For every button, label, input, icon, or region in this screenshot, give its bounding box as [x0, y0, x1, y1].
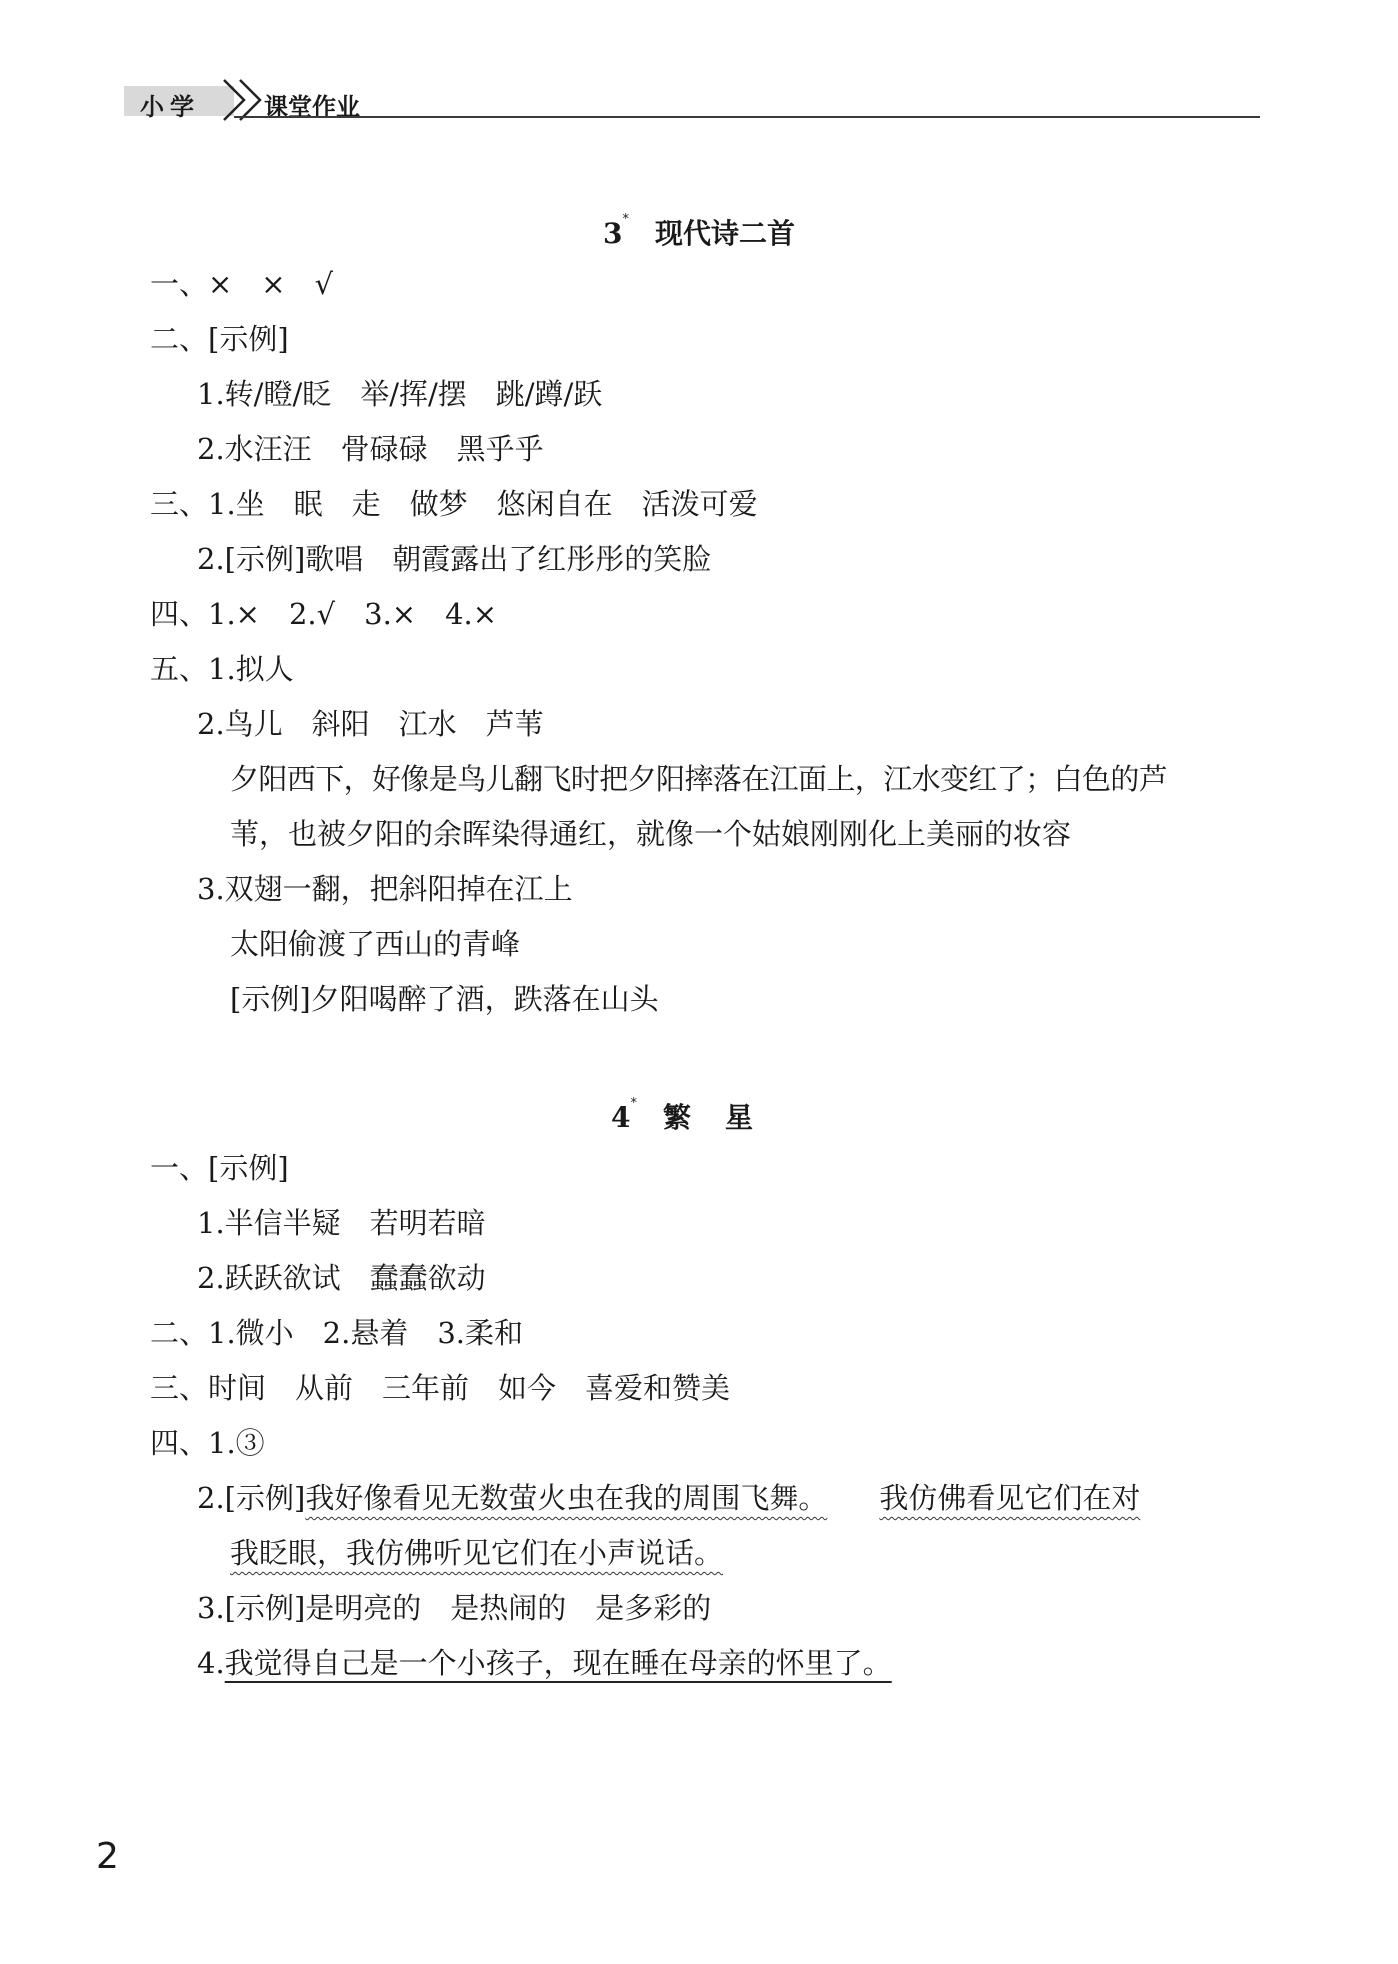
l3-answer-3-2: 2.[示例]歌唱 朝霞露出了红彤彤的笑脸 — [197, 542, 712, 576]
l4-answer-2: 二、1.微小 2.悬着 3.柔和 — [150, 1316, 524, 1350]
lesson-3-title — [0, 212, 1398, 252]
level-label: 小学 — [140, 93, 200, 121]
l3-answer-2-1: 1.转/瞪/眨 举/挥/摆 跳/蹲/跃 — [197, 377, 603, 411]
l3-answer-5-3-c: [示例]夕阳喝醉了酒，跌落在山头 — [230, 982, 659, 1016]
l4-q4-prefix: 4. — [197, 1646, 225, 1680]
l3-answer-5-2: 2.鸟儿 斜阳 江水 芦苇 — [197, 707, 544, 741]
lesson-3-name: 现代诗二首 — [654, 217, 795, 250]
l3-answer-2-2: 2.水汪汪 骨碌碌 黑乎乎 — [197, 432, 544, 466]
lesson-4-title — [0, 1096, 1398, 1136]
l4-answer-4-2 — [197, 1478, 1140, 1518]
l3-answer-3-1: 三、1.坐 眠 走 做梦 悠闲自在 活泼可爱 — [150, 487, 758, 521]
l4-answer-4-3: 3.[示例]是明亮的 是热闹的 是多彩的 — [197, 1591, 712, 1625]
header-rule — [234, 116, 1260, 118]
l4-answer-1: 一、[示例] — [150, 1151, 289, 1185]
l4-q4-underline: 我觉得自己是一个小孩子，现在睡在母亲的怀里了。 — [224, 1646, 892, 1680]
lesson-4-name: 繁星 — [662, 1101, 787, 1134]
lesson-4-star: * — [630, 1096, 637, 1111]
l3-answer-4: 四、1.× 2.√ 3.× 4.× — [150, 597, 498, 631]
l3-answer-5-2-text-a: 夕阳西下，好像是鸟儿翻飞时把夕阳摔落在江面上，江水变红了；白色的芦 — [230, 762, 1168, 796]
level-badge — [124, 86, 234, 121]
series-title: 课堂作业 — [264, 93, 360, 121]
l4-q2-prefix: 2.[示例] — [197, 1481, 306, 1515]
l4-answer-4-1: 四、1.③ — [150, 1426, 265, 1460]
page-header — [124, 82, 1260, 121]
l4-answer-4-2-cont — [230, 1533, 723, 1573]
l4-answer-1-1: 1.半信半疑 若明若暗 — [197, 1206, 486, 1240]
l3-answer-5-1: 五、1.拟人 — [150, 652, 294, 686]
lesson-3-star: * — [622, 212, 629, 227]
l4-q2-underline-c: 我眨眼，我仿佛听见它们在小声说话。 — [230, 1536, 724, 1570]
lesson-4-number: 4 — [611, 1101, 631, 1134]
l4-q2-underline-a: 我好像看见无数萤火虫在我的周围飞舞。 — [305, 1481, 828, 1515]
l4-answer-1-2: 2.跃跃欲试 蠢蠢欲动 — [197, 1261, 486, 1295]
l4-answer-3: 三、时间 从前 三年前 如今 喜爱和赞美 — [150, 1371, 731, 1405]
l4-answer-4-4 — [197, 1643, 892, 1683]
l3-answer-5-3-b: 太阳偷渡了西山的青峰 — [230, 927, 521, 961]
l4-q2-underline-b: 我仿佛看见它们在对 — [879, 1481, 1141, 1515]
l3-answer-2: 二、[示例] — [150, 322, 289, 356]
lesson-3-number: 3 — [603, 217, 623, 250]
l3-answer-5-3: 3.双翅一翻，把斜阳掉在江上 — [197, 872, 573, 906]
page-number: 2 — [96, 1836, 119, 1877]
l3-answer-5-2-text-b: 苇，也被夕阳的余晖染得通红，就像一个姑娘刚刚化上美丽的妆容 — [230, 817, 1072, 851]
l3-answer-1: 一、× × √ — [150, 267, 334, 301]
